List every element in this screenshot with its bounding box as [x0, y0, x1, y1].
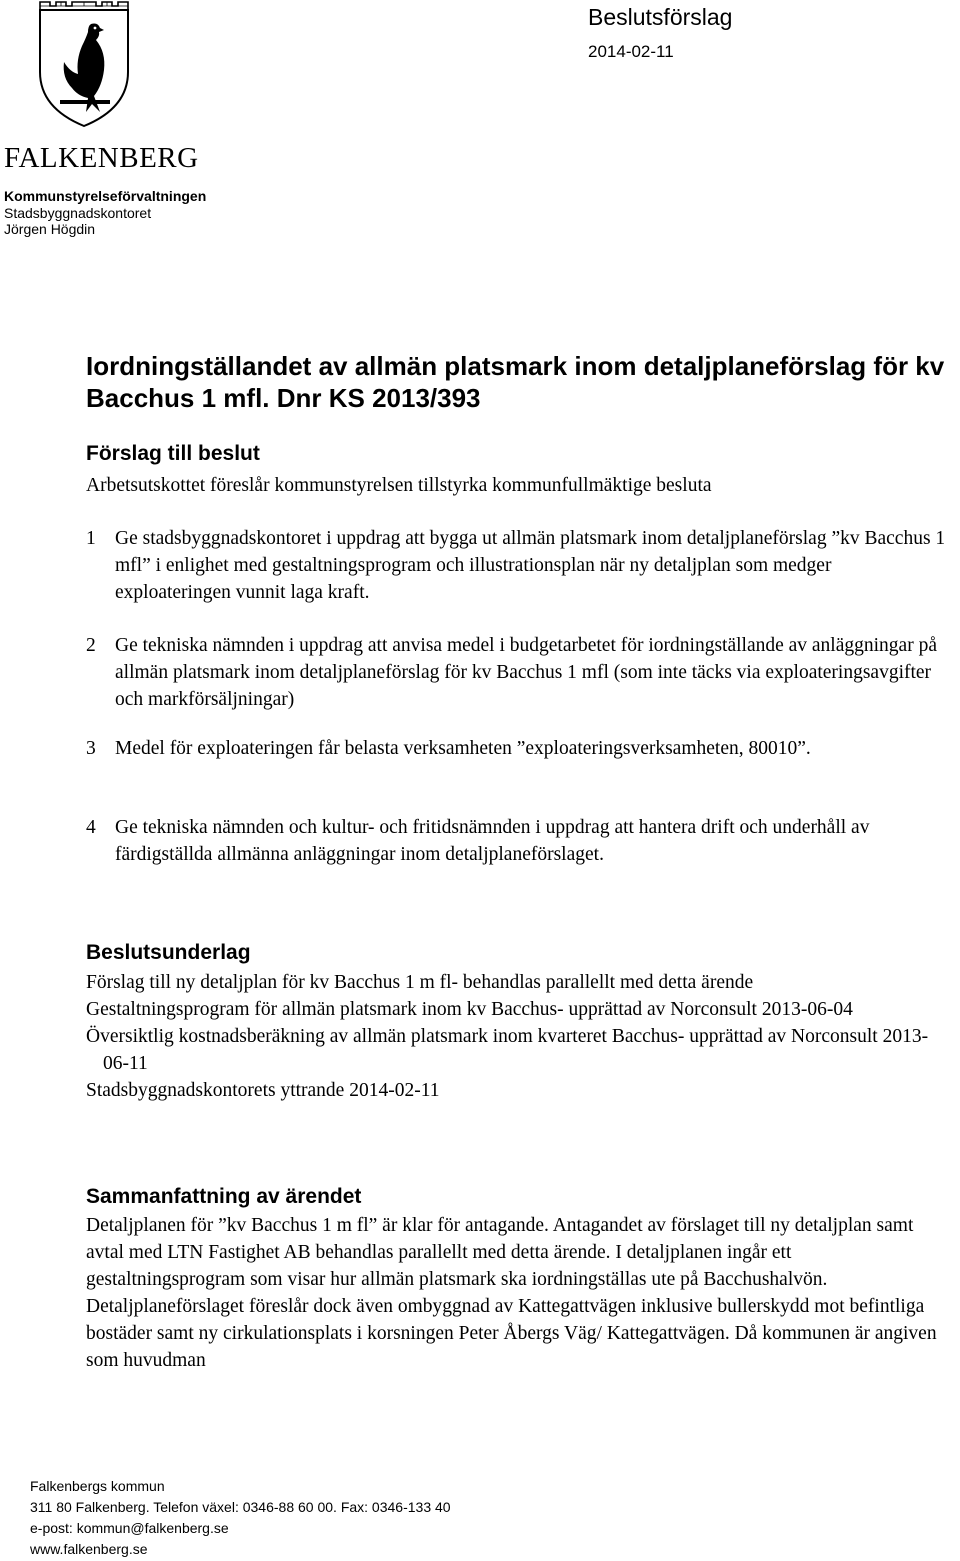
- brand-name: FALKENBERG: [4, 142, 199, 174]
- footer-org-name: Falkenbergs kommun: [30, 1478, 165, 1494]
- basis-item: Översiktlig kostnadsberäkning av allmän platsmark inom kvarteret Bacchus- upprättad av Norconsult 2013-06-11: [86, 1026, 929, 1074]
- summary-text: Detaljplanen för ”kv Bacchus 1 m fl” är klar för antagande. Antagandet av förslaget till ny detaljplan samt avtal med LTN Fastighet AB behandlas parallellt med detta ärende. I detaljplanen ingår ett gestaltningsprogram som visar hur allmän platsmark ska iordningställas ute på Bacchushalvön. Detaljplaneförslaget föreslår dock även ombyggnad av Kattegattvägen inklusive bullerskydd mot befintliga bostäder samt ny cirkulationsplats i korsningen Peter Åbergs Väg/ Kattegattvägen. Då kommunen är angiven som huvudman: [86, 1215, 937, 1371]
- summary-heading: Sammanfattning av ärendet: [86, 1185, 362, 1208]
- item-text: Ge tekniska nämnden och kultur- och fritidsnämnden i uppdrag att hantera drift och underhåll av färdigställda allmänna anläggningar inom detaljplaneförslaget.: [115, 817, 870, 865]
- footer: [30, 1476, 451, 1560]
- footer-website-link[interactable]: www.falkenberg.se: [30, 1541, 148, 1557]
- item-number: 4: [86, 817, 96, 838]
- coat-of-arms-logo: [34, 0, 134, 128]
- item-text: Ge stadsbyggnadskontoret i uppdrag att bygga ut allmän platsmark inom detaljplaneförslag ”kv Bacchus 1 mfl” i enlighet med gestaltningsprogram och illustrationsplan när ny detaljplan som medger exploateringen vunnit laga kraft.: [115, 528, 946, 603]
- proposal-item: [86, 525, 950, 606]
- organization-name: Kommunstyrelseförvaltningen: [4, 188, 207, 204]
- proposal-item: [86, 632, 950, 713]
- item-text: Medel för exploateringen får belasta verksamheten ”exploateringsverksamheten, 80010”.: [115, 738, 811, 759]
- author-name: Jörgen Högdin: [4, 221, 96, 237]
- document-type: Beslutsförslag: [588, 4, 733, 30]
- basis-item: Förslag till ny detaljplan för kv Bacchus 1 m fl- behandlas parallellt med detta ärende: [86, 972, 754, 993]
- item-number: 3: [86, 738, 96, 759]
- page-title: Iordningställandet av allmän platsmark inom detaljplaneförslag för kv Bacchus 1 mfl. Dnr KS 2013/393: [86, 351, 945, 413]
- proposal-item: [86, 814, 950, 868]
- basis-item: Stadsbyggnadskontorets yttrande 2014-02-11: [86, 1080, 440, 1101]
- proposal-intro: Arbetsutskottet föreslår kommunstyrelsen tillstyrka kommunfullmäktige besluta: [86, 475, 712, 496]
- proposal-item: [86, 735, 950, 762]
- footer-email: e-post: kommun@falkenberg.se: [30, 1520, 229, 1536]
- basis-item: Gestaltningsprogram för allmän platsmark inom kv Bacchus- upprättad av Norconsult 2013-06-04: [86, 999, 853, 1020]
- item-number: 1: [86, 528, 96, 549]
- document-date: 2014-02-11: [588, 42, 674, 61]
- sender-block: [4, 188, 206, 238]
- basis-heading: Beslutsunderlag: [86, 941, 251, 964]
- department-name: Stadsbyggnadskontoret: [4, 204, 152, 221]
- basis-list: [86, 969, 950, 1104]
- footer-address: 311 80 Falkenberg. Telefon växel: 0346-88 60 00. Fax: 0346-133 40: [30, 1499, 451, 1515]
- item-number: 2: [86, 635, 96, 656]
- item-text: Ge tekniska nämnden i uppdrag att anvisa medel i budgetarbetet för iordningställande av anläggningar på allmän platsmark inom detaljplaneförslag för kv Bacchus 1 mfl (som inte täcks via exploateringsavgifter och markförsäljningar): [115, 635, 937, 710]
- proposal-heading: Förslag till beslut: [86, 442, 260, 465]
